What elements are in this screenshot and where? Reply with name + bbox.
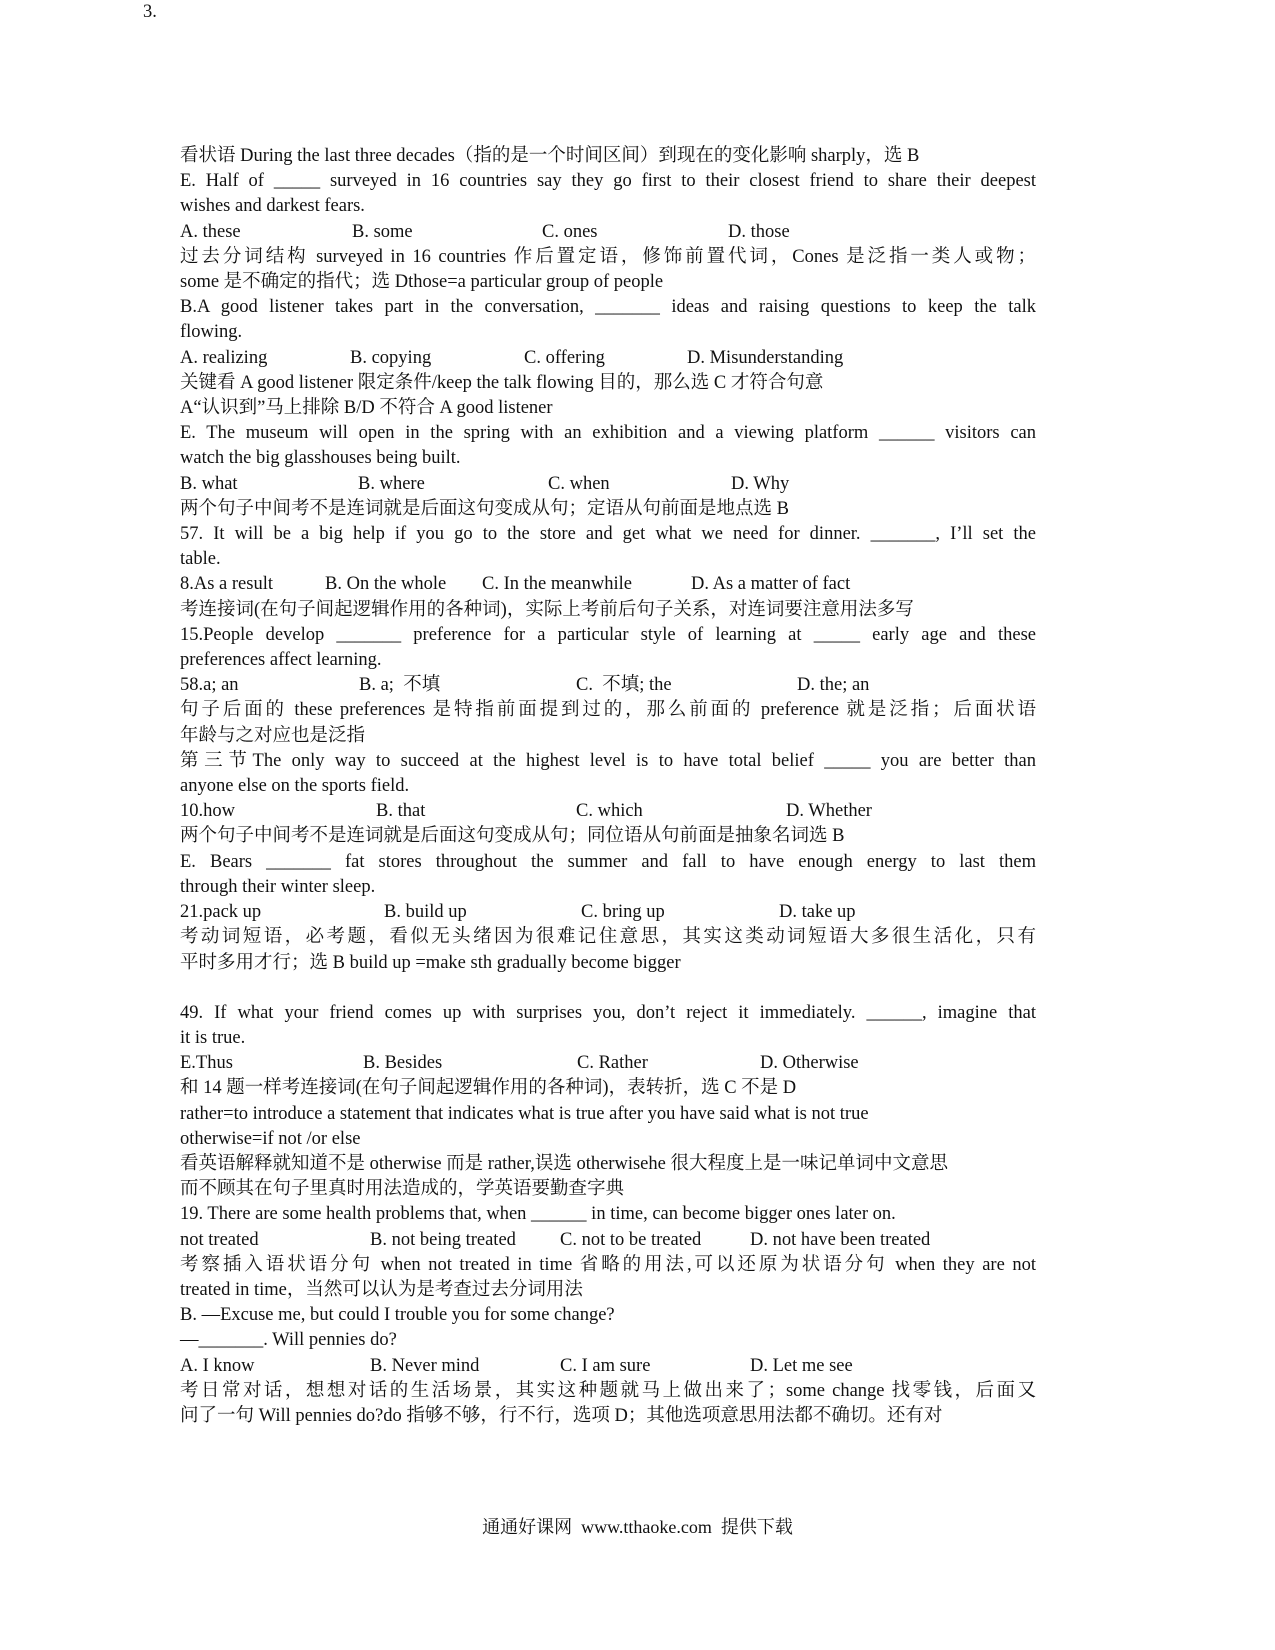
text-line: E. Bears _______ fat stores throughout the summer and fall to have enough energy to last them [180,851,1036,872]
option: B. On the whole [325,574,447,595]
option: B. copying [350,347,432,368]
option: D. Misunderstanding [687,347,844,368]
text-line: anyone else on the sports field. [180,776,410,797]
option: B. Never mind [370,1355,480,1376]
option: C. which [576,801,643,822]
text-line: 两个句子中间考不是连词就是后面这句变成从句；定语从句前面是地点选 B [180,498,789,519]
option: D. Otherwise [760,1053,859,1074]
text-line: otherwise=if not /or else [180,1128,361,1149]
text-line: B. —Excuse me, but could I trouble you for some change? [180,1305,615,1326]
option: C. Rather [577,1053,648,1074]
text-line: 和 14 题一样考连接词(在句子间起逻辑作用的各种词)，表转折，选 C 不是 D [180,1078,797,1099]
option: C. In the meanwhile [482,574,633,595]
text-line: 第三节The only way to succeed at the highest level is to have total belief _____ you are better than [180,750,1036,771]
text-line: 19. There are some health problems that, when ______ in time, can become bigger ones later on. [180,1204,896,1225]
option: 21.pack up [180,902,262,923]
text-line: 看英语解释就知道不是 otherwise 而是 rather,误选 otherwisehe 很大程度上是一味记单词中文意思 [180,1153,948,1174]
item-number: 3. [143,2,157,22]
option: D. As a matter of fact [691,574,851,595]
option: D. Why [731,473,790,494]
text-line: wishes and darkest fears. [180,196,365,217]
text-line: 而不顾其在句子里真时用法造成的，学英语要勤查字典 [180,1179,625,1200]
text-line: 过去分词结构 surveyed in 16 countries 作后置定语，修饰前置代词，Cones 是泛指一类人或物； [180,246,1036,267]
option: D. take up [779,902,856,923]
option: E.Thus [180,1053,233,1074]
option: C. 不填; the [576,675,672,696]
text-line: 57. It will be a big help if you go to the store and get what we need for dinner. _______, I’ll set the [180,524,1036,545]
text-line: 句子后面的 these preferences 是特指前面提到过的，那么前面的 preference 就是泛指；后面状语 [180,700,1036,721]
options-row [180,220,1036,245]
document-body [180,144,1036,1429]
text-line: B.A good listener takes part in the conversation, _______ ideas and raising questions to keep the talk [180,297,1036,318]
option: D. Let me see [750,1355,853,1376]
text-line: 考动词短语，必考题，看似无头绪因为很难记住意思，其实这类动词短语大多很生活化，只有 [180,927,1036,948]
option: D. not have been treated [750,1229,931,1250]
text-line: 问了一句 Will pennies do?do 指够不够，行不行，选项 D；其他选项意思用法都不确切。还有对 [180,1405,943,1426]
options-row [180,673,1036,698]
option: B. not being treated [370,1229,516,1250]
options-row [180,1354,1036,1379]
text-line: preferences affect learning. [180,650,382,671]
option: D. the; an [797,675,870,696]
text-line: watch the big glasshouses being built. [180,448,461,469]
options-row [180,346,1036,371]
option: B. Besides [363,1053,443,1074]
page-footer: 通通好课网 www.tthaoke.com 提供下载 [482,1517,793,1537]
text-line: A“认识到”马上排除 B/D 不符合 A good listener [180,398,553,419]
text-line: table. [180,549,221,570]
option: C. bring up [581,902,665,923]
option: C. offering [524,347,605,368]
text-line: some 是不确定的指代；选 Dthose=a particular group of people [180,272,664,293]
text-line: 49. If what your friend comes up with surprises you, don’t reject it immediately. ______, imagine that [180,1002,1036,1023]
option: D. those [728,221,790,242]
text-line: 考日常对话，想想对话的生活场景，其实这种题就马上做出来了；some change 找零钱，后面又 [180,1380,1036,1401]
options-row [180,1228,1036,1253]
text-line: through their winter sleep. [180,876,376,897]
option: B. that [376,801,426,822]
text-line: flowing. [180,322,243,343]
option: 8.As a result [180,574,273,595]
option: A. these [180,221,241,242]
option: A. realizing [180,347,268,368]
option: C. not to be treated [560,1229,702,1250]
blank-line [180,976,1036,1001]
options-row [180,1051,1036,1076]
options-row [180,572,1036,597]
option: 58.a; an [180,675,239,696]
options-row [180,472,1036,497]
option: C. I am sure [560,1355,651,1376]
option: C. ones [542,221,598,242]
option: B. where [358,473,425,494]
option: 10.how [180,801,235,822]
text-line: 看状语 During the last three decades（指的是一个时间区间）到现在的变化影响 sharply，选 B [180,146,920,166]
option: A. I know [180,1355,255,1376]
text-line: 关键看 A good listener 限定条件/keep the talk flowing 目的，那么选 C 才符合句意 [180,372,824,393]
text-line: rather=to introduce a statement that indicates what is true after you have said what is not true [180,1103,869,1124]
option: B. some [352,221,413,242]
text-line: 考察插入语状语分句 when not treated in time 省略的用法,可以还原为状语分句 when they are not [180,1254,1036,1275]
options-row [180,799,1036,824]
text-line: E. The museum will open in the spring with an exhibition and a viewing platform ______ visitors can [180,423,1036,444]
option: B. a; 不填 [359,675,441,696]
text-line: 考连接词(在句子间起逻辑作用的各种词)，实际上考前后句子关系，对连词要注意用法多写 [180,599,914,620]
text-line: 年龄与之对应也是泛指 [180,725,366,746]
option: B. build up [384,902,467,923]
text-line: 15.People develop _______ preference for a particular style of learning at _____ early age and these [180,624,1036,645]
option: not treated [180,1229,259,1250]
text-line: it is true. [180,1027,246,1048]
text-line: —_______. Will pennies do? [180,1330,397,1351]
text-line: E. Half of _____ surveyed in 16 countries say they go first to their closest friend to share their deepest [180,171,1036,192]
option: B. what [180,473,238,494]
option: C. when [548,473,610,494]
option: D. Whether [786,801,872,822]
options-row [180,900,1036,925]
text-line: 两个句子中间考不是连词就是后面这句变成从句；同位语从句前面是抽象名词选 B [180,826,845,847]
text-line: treated in time，当然可以认为是考查过去分词用法 [180,1279,583,1300]
text-line: 平时多用才行；选 B build up =make sth gradually become bigger [180,952,681,973]
